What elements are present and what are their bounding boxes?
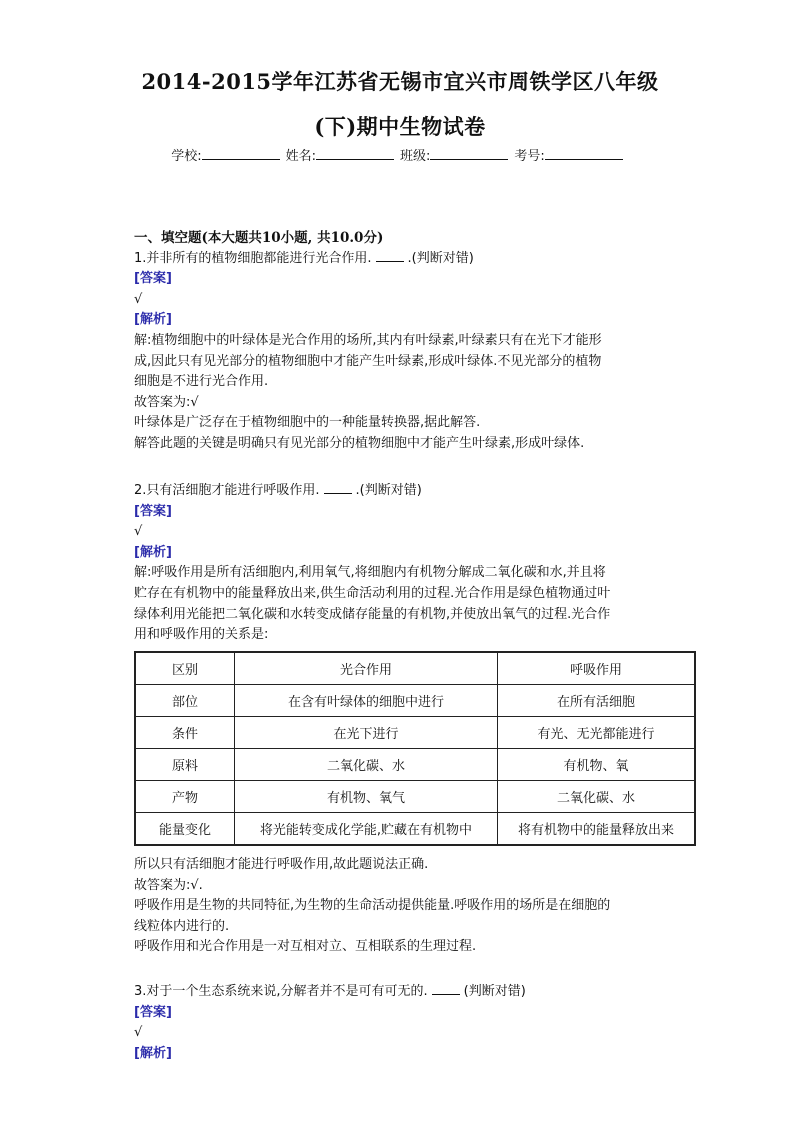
analysis-tag: [解析]: [134, 544, 172, 560]
school-label: 学校:: [171, 149, 202, 164]
table-cell: 有机物、氧: [498, 749, 696, 781]
name-label: 姓名:: [285, 149, 316, 164]
question-2-stem: [134, 481, 674, 502]
analysis-line: 故答案为:√: [134, 394, 199, 410]
analysis-line: 成,因此只有见光部分的植物细胞中才能产生叶绿素,形成叶绿体.不见光部分的植物: [134, 353, 602, 369]
analysis-line: 细胞是不进行光合作用.: [134, 374, 269, 390]
answer-tag: [答案]: [134, 271, 172, 287]
student-info-row: [0, 145, 800, 164]
comparison-table: [134, 651, 696, 846]
question-1-text: 1.并非所有的植物细胞都能进行光合作用.: [134, 250, 372, 266]
analysis-line: 绿体利用光能把二氧化碳和水转变成储存能量的有机物,并使放出氧气的过程.光合作: [134, 606, 611, 622]
question-1-block: [134, 228, 674, 455]
school-blank[interactable]: [202, 147, 280, 160]
table-cell: 在所有活细胞: [498, 685, 696, 717]
table-cell: 在光下进行: [235, 717, 498, 749]
exam-title-line-1: 2014-2015学年江苏省无锡市宜兴市周铁学区八年级: [141, 69, 659, 94]
table-cell: 部位: [135, 685, 235, 717]
analysis-line: 解:呼吸作用是所有活细胞内,利用氧气,将细胞内有机物分解成二氧化碳和水,并且将: [134, 565, 606, 581]
table-row: [135, 685, 695, 717]
answer-blank: [432, 982, 460, 995]
analysis-line: 所以只有活细胞才能进行呼吸作用,故此题说法正确.: [134, 857, 429, 872]
analysis-line: 解答此题的关键是明确只有见光部分的植物细胞中才能产生叶绿素,形成叶绿体.: [134, 435, 585, 451]
analysis-line: 故答案为:√.: [134, 877, 203, 893]
class-blank[interactable]: [430, 147, 508, 160]
question-3-text: 3.对于一个生态系统来说,分解者并不是可有可无的.: [134, 984, 428, 999]
table-row: [135, 781, 695, 813]
class-label: 班级:: [400, 149, 431, 164]
answer-blank: [324, 481, 352, 494]
answer-tag: [答案]: [134, 1004, 172, 1020]
answer-blank: [376, 249, 404, 262]
table-cell: 二氧化碳、水: [498, 781, 696, 813]
table-header-cell: 区别: [135, 652, 235, 685]
table-cell: 将光能转变成化学能,贮藏在有机物中: [235, 813, 498, 846]
table-row: [135, 749, 695, 781]
analysis-line: 线粒体内进行的.: [134, 918, 230, 934]
answer-value: √: [134, 524, 143, 540]
question-1-stem: [134, 249, 674, 270]
analysis-tag: [解析]: [134, 1045, 172, 1061]
table-row: [135, 813, 695, 846]
table-cell: 将有机物中的能量释放出来: [498, 813, 696, 846]
question-2-conclusion: [134, 855, 674, 958]
analysis-line: 叶绿体是广泛存在于植物细胞中的一种能量转换器,据此解答.: [134, 415, 481, 431]
number-blank[interactable]: [545, 147, 623, 160]
table-header-row: [135, 652, 695, 685]
table-cell: 条件: [135, 717, 235, 749]
analysis-line: 贮存在有机物中的能量释放出来,供生命活动利用的过程.光合作用是绿色植物通过叶: [134, 585, 611, 601]
section-header: 一、填空题(本大题共10小题, 共10.0分): [134, 230, 384, 246]
exam-title-line-2: (下)期中生物试卷: [314, 114, 486, 139]
question-2-block: [134, 481, 674, 646]
analysis-line: 呼吸作用是生物的共同特征,为生物的生命活动提供能量.呼吸作用的场所是在细胞的: [134, 898, 611, 914]
analysis-line: 呼吸作用和光合作用是一对互相对立、互相联系的生理过程.: [134, 939, 477, 955]
table-cell: 产物: [135, 781, 235, 813]
analysis-tag: [解析]: [134, 312, 172, 328]
table-header-cell: 光合作用: [235, 652, 498, 685]
answer-value: √: [134, 291, 143, 307]
question-2-suffix: .(判断对错): [355, 483, 422, 498]
table-cell: 有光、无光都能进行: [498, 717, 696, 749]
table-cell: 有机物、氧气: [235, 781, 498, 813]
question-3-block: [134, 982, 674, 1064]
answer-tag: [答案]: [134, 503, 172, 519]
table-header-cell: 呼吸作用: [498, 652, 696, 685]
question-3-suffix: (判断对错): [463, 984, 526, 999]
number-label: 考号:: [514, 149, 545, 164]
name-blank[interactable]: [316, 147, 394, 160]
analysis-line: 解:植物细胞中的叶绿体是光合作用的场所,其内有叶绿素,叶绿素只有在光下才能形: [134, 332, 602, 348]
table-cell: 能量变化: [135, 813, 235, 846]
question-2-text: 2.只有活细胞才能进行呼吸作用.: [134, 483, 320, 498]
table-row: [135, 717, 695, 749]
table-cell: 原料: [135, 749, 235, 781]
analysis-line: 用和呼吸作用的关系是:: [134, 627, 269, 643]
question-1-suffix: .(判断对错): [407, 250, 474, 266]
table-cell: 二氧化碳、水: [235, 749, 498, 781]
table-cell: 在含有叶绿体的细胞中进行: [235, 685, 498, 717]
question-3-stem: [134, 982, 674, 1003]
answer-value: √: [134, 1025, 143, 1041]
